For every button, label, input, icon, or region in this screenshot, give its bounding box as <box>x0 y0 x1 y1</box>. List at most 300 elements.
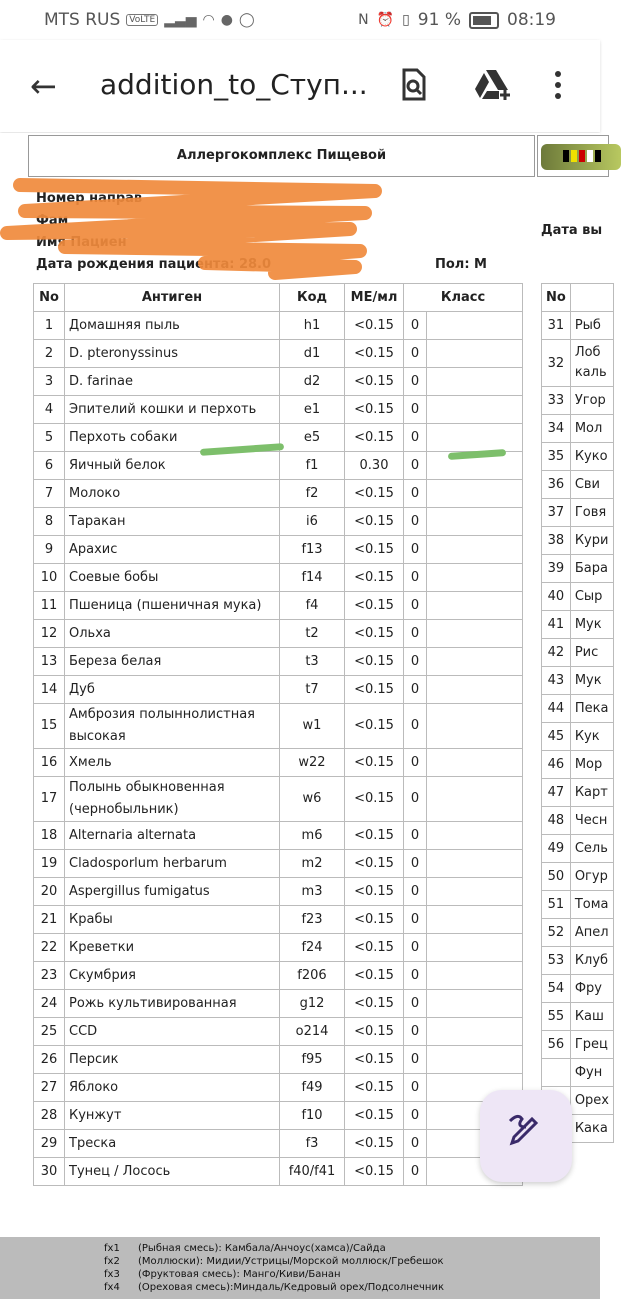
battery-percent: 91 % <box>417 10 461 30</box>
birth-label: Дата рождения пациента: 28.0 <box>36 257 272 272</box>
row-antigen: D. farinae <box>65 368 280 396</box>
table-row <box>542 667 614 695</box>
fam-label: Фам <box>36 213 69 228</box>
footnote-text: (Ореховая смесь):Миндаль/Кедровый орех/Подсолнечник <box>138 1282 444 1293</box>
row-class-extra <box>427 704 523 749</box>
row-no: 51 <box>542 891 571 919</box>
table-row <box>542 415 614 443</box>
row-antigen: Фру <box>570 975 613 1003</box>
table-row <box>542 1003 614 1031</box>
row-class: 0 <box>404 648 427 676</box>
row-no: 46 <box>542 751 571 779</box>
row-no: 41 <box>542 611 571 639</box>
table-row <box>34 1158 523 1186</box>
row-class-extra <box>427 962 523 990</box>
row-code: w22 <box>280 749 345 777</box>
sex-label: Пол: М <box>435 257 487 272</box>
row-no: 36 <box>542 471 571 499</box>
row-class: 0 <box>404 676 427 704</box>
col-no: No <box>34 284 65 312</box>
row-no: 44 <box>542 695 571 723</box>
table-row <box>34 990 523 1018</box>
row-antigen: Арахис <box>65 536 280 564</box>
row-no: 32 <box>542 340 571 387</box>
row-value: <0.15 <box>345 934 404 962</box>
row-class-extra <box>427 564 523 592</box>
table-row <box>34 564 523 592</box>
row-antigen: Дуб <box>65 676 280 704</box>
col-class: Класс <box>404 284 523 312</box>
row-value: <0.15 <box>345 822 404 850</box>
row-antigen: Кака <box>570 1115 613 1143</box>
row-antigen: Амброзия полыннолистная высокая <box>65 704 280 749</box>
status-bar <box>0 0 600 40</box>
row-value: <0.15 <box>345 396 404 424</box>
row-class: 0 <box>404 777 427 822</box>
row-antigen: Треска <box>65 1130 280 1158</box>
table-row <box>542 723 614 751</box>
row-antigen: Пека <box>570 695 613 723</box>
row-code: m2 <box>280 850 345 878</box>
row-value: 0.30 <box>345 452 404 480</box>
table-row <box>542 312 614 340</box>
document-page <box>0 133 609 1299</box>
row-antigen: Куко <box>570 443 613 471</box>
row-antigen: Яичный белок <box>65 452 280 480</box>
row-no: 56 <box>542 1031 571 1059</box>
row-no: 9 <box>34 536 65 564</box>
row-code: t3 <box>280 648 345 676</box>
col-code: Код <box>280 284 345 312</box>
row-code: m6 <box>280 822 345 850</box>
row-class: 0 <box>404 822 427 850</box>
table-row <box>34 704 523 749</box>
row-value: <0.15 <box>345 312 404 340</box>
patient-label: Имя Пациен <box>36 235 127 250</box>
row-no: 49 <box>542 835 571 863</box>
row-class: 0 <box>404 480 427 508</box>
row-class-extra <box>427 822 523 850</box>
table-row <box>542 975 614 1003</box>
row-code: d2 <box>280 368 345 396</box>
row-antigen: Сви <box>570 471 613 499</box>
row-antigen: Хмель <box>65 749 280 777</box>
row-no: 52 <box>542 919 571 947</box>
row-code: t2 <box>280 620 345 648</box>
status-left <box>44 10 255 30</box>
row-antigen: Пшеница (пшеничная мука) <box>65 592 280 620</box>
row-class-extra <box>427 1018 523 1046</box>
row-antigen: Cladosporlum herbarum <box>65 850 280 878</box>
row-class-extra <box>427 990 523 1018</box>
row-class-extra <box>427 368 523 396</box>
row-antigen: D. pteronyssinus <box>65 340 280 368</box>
row-value: <0.15 <box>345 1074 404 1102</box>
row-antigen: Перхоть собаки <box>65 424 280 452</box>
arrow-left-icon[interactable]: ← <box>30 67 57 105</box>
table-row <box>34 368 523 396</box>
table-row <box>542 947 614 975</box>
antigen-table <box>33 283 523 1186</box>
antigen-table-continued <box>541 283 614 1143</box>
row-code: w6 <box>280 777 345 822</box>
signal-icon: ▂▃▅ <box>164 12 197 28</box>
row-code: f14 <box>280 564 345 592</box>
row-no: 40 <box>542 583 571 611</box>
row-antigen: Эпителий кошки и перхоть <box>65 396 280 424</box>
row-antigen: Мук <box>570 611 613 639</box>
row-class-extra <box>427 424 523 452</box>
row-antigen: Мук <box>570 667 613 695</box>
row-class: 0 <box>404 340 427 368</box>
footnote-text: (Рыбная смесь): Камбала/Анчоус(хамса)/Сайда <box>138 1243 386 1254</box>
row-antigen: Апел <box>570 919 613 947</box>
row-class-extra <box>427 934 523 962</box>
table-row <box>34 878 523 906</box>
clock: 08:19 <box>507 10 556 30</box>
row-antigen: Alternaria alternata <box>65 822 280 850</box>
table-row <box>34 1046 523 1074</box>
row-class: 0 <box>404 1046 427 1074</box>
row-value: <0.15 <box>345 1158 404 1186</box>
row-antigen: Чесн <box>570 807 613 835</box>
row-code: f24 <box>280 934 345 962</box>
row-class: 0 <box>404 878 427 906</box>
table-row <box>34 962 523 990</box>
table-row <box>34 480 523 508</box>
volte-badge: VoLTE <box>126 14 158 26</box>
vibrate-icon: ▯ <box>402 12 410 28</box>
row-antigen: Ольха <box>65 620 280 648</box>
row-no: 42 <box>542 639 571 667</box>
row-value: <0.15 <box>345 564 404 592</box>
row-code: f3 <box>280 1130 345 1158</box>
search-document-icon[interactable] <box>398 68 430 102</box>
row-antigen: Карт <box>570 779 613 807</box>
row-class: 0 <box>404 424 427 452</box>
row-antigen: Береза белая <box>65 648 280 676</box>
row-value: <0.15 <box>345 480 404 508</box>
row-no: 21 <box>34 906 65 934</box>
row-no: 39 <box>542 555 571 583</box>
table-row <box>542 499 614 527</box>
row-antigen: Говя <box>570 499 613 527</box>
table-row <box>34 822 523 850</box>
barcode-image <box>541 144 621 170</box>
alarm-icon: ⏰ <box>376 12 395 28</box>
app-bar <box>0 40 600 132</box>
row-no: 24 <box>34 990 65 1018</box>
table-row <box>34 508 523 536</box>
row-code: d1 <box>280 340 345 368</box>
row-antigen: Лоб каль <box>570 340 613 387</box>
footnote-text: (Фруктовая смесь): Манго/Киви/Банан <box>138 1269 341 1280</box>
row-code: h1 <box>280 312 345 340</box>
row-class-extra <box>427 508 523 536</box>
row-antigen: Домашняя пыль <box>65 312 280 340</box>
row-class: 0 <box>404 1102 427 1130</box>
row-value: <0.15 <box>345 536 404 564</box>
row-no: 2 <box>34 340 65 368</box>
footnote-text: (Моллюски): Мидии/Устрицы/Морской моллюск/Гребешок <box>138 1256 444 1267</box>
table-row <box>34 850 523 878</box>
row-antigen: Креветки <box>65 934 280 962</box>
table-row <box>34 396 523 424</box>
row-no: 10 <box>34 564 65 592</box>
row-class: 0 <box>404 1158 427 1186</box>
status-right <box>358 10 556 30</box>
row-value: <0.15 <box>345 508 404 536</box>
row-class-extra <box>427 906 523 934</box>
table-row <box>542 695 614 723</box>
table-row <box>542 387 614 415</box>
table-row <box>542 527 614 555</box>
row-no: 22 <box>34 934 65 962</box>
row-no: 19 <box>34 850 65 878</box>
col-antigen: Антиген <box>65 284 280 312</box>
row-no: 37 <box>542 499 571 527</box>
row-code: t7 <box>280 676 345 704</box>
row-antigen: Каш <box>570 1003 613 1031</box>
row-antigen: Рыб <box>570 312 613 340</box>
barcode-box <box>537 135 609 177</box>
row-no: 15 <box>34 704 65 749</box>
row-antigen: CCD <box>65 1018 280 1046</box>
row-antigen: Скумбрия <box>65 962 280 990</box>
row-no: 31 <box>542 312 571 340</box>
row-antigen: Клуб <box>570 947 613 975</box>
row-class-extra <box>427 312 523 340</box>
nfc-icon: N <box>358 12 369 28</box>
row-antigen: Aspergillus fumigatus <box>65 878 280 906</box>
row-code: i6 <box>280 508 345 536</box>
row-code: w1 <box>280 704 345 749</box>
row-code: o214 <box>280 1018 345 1046</box>
row-code: f49 <box>280 1074 345 1102</box>
row-antigen: Кук <box>570 723 613 751</box>
row-antigen: Кунжут <box>65 1102 280 1130</box>
row-class: 0 <box>404 906 427 934</box>
table-row <box>34 536 523 564</box>
row-value: <0.15 <box>345 648 404 676</box>
row-no: 5 <box>34 424 65 452</box>
row-no: 45 <box>542 723 571 751</box>
signal-icons <box>164 12 254 28</box>
row-value: <0.15 <box>345 368 404 396</box>
row-antigen: Огур <box>570 863 613 891</box>
row-no: 48 <box>542 807 571 835</box>
row-no: 28 <box>34 1102 65 1130</box>
row-no: 43 <box>542 667 571 695</box>
row-code: f206 <box>280 962 345 990</box>
row-antigen: Мол <box>570 415 613 443</box>
row-no: 7 <box>34 480 65 508</box>
row-antigen: Грец <box>570 1031 613 1059</box>
row-class-extra <box>427 480 523 508</box>
row-no: 29 <box>34 1130 65 1158</box>
battery-icon <box>469 12 499 29</box>
row-no: 30 <box>34 1158 65 1186</box>
table-row <box>542 891 614 919</box>
table-row <box>542 611 614 639</box>
table-row <box>34 1018 523 1046</box>
row-code: f10 <box>280 1102 345 1130</box>
row-class-extra <box>427 777 523 822</box>
table-row <box>34 620 523 648</box>
row-value: <0.15 <box>345 1018 404 1046</box>
row-no: 23 <box>34 962 65 990</box>
row-code: f13 <box>280 536 345 564</box>
row-value: <0.15 <box>345 592 404 620</box>
row-class: 0 <box>404 990 427 1018</box>
row-no: 35 <box>542 443 571 471</box>
row-antigen: Бара <box>570 555 613 583</box>
table-row <box>542 443 614 471</box>
row-class: 0 <box>404 536 427 564</box>
row-no: 12 <box>34 620 65 648</box>
document-title: addition_to_Ступ... <box>100 68 368 101</box>
footnote-key: fx4 <box>104 1282 120 1293</box>
row-code: m3 <box>280 878 345 906</box>
row-no: 6 <box>34 452 65 480</box>
row-no: 11 <box>34 592 65 620</box>
row-no: 33 <box>542 387 571 415</box>
row-no: 13 <box>34 648 65 676</box>
chat-icon: ● <box>220 12 233 28</box>
row-class: 0 <box>404 620 427 648</box>
referral-label: Номер направ <box>36 191 143 206</box>
row-no: 4 <box>34 396 65 424</box>
footnote-line <box>104 1282 444 1293</box>
table-row <box>34 1130 523 1158</box>
row-antigen: Персик <box>65 1046 280 1074</box>
table-row <box>34 906 523 934</box>
row-value: <0.15 <box>345 990 404 1018</box>
row-class: 0 <box>404 312 427 340</box>
row-value: <0.15 <box>345 424 404 452</box>
row-class: 0 <box>404 1130 427 1158</box>
side-header-row <box>542 284 614 312</box>
row-class: 0 <box>404 704 427 749</box>
drive-add-icon[interactable] <box>474 68 514 102</box>
table-row <box>34 934 523 962</box>
row-no: 47 <box>542 779 571 807</box>
complex-title: Аллергокомплекс Пищевой <box>176 148 387 163</box>
row-class: 0 <box>404 1018 427 1046</box>
table-row <box>34 1074 523 1102</box>
row-class: 0 <box>404 934 427 962</box>
row-class-extra <box>427 592 523 620</box>
row-antigen: Яблоко <box>65 1074 280 1102</box>
table-row <box>34 777 523 822</box>
table-row <box>542 779 614 807</box>
row-no: 55 <box>542 1003 571 1031</box>
row-value: <0.15 <box>345 962 404 990</box>
row-class-extra <box>427 878 523 906</box>
table-row <box>34 676 523 704</box>
row-no: 18 <box>34 822 65 850</box>
footnote-line <box>104 1256 444 1267</box>
row-antigen: Орех <box>570 1087 613 1115</box>
row-no: 53 <box>542 947 571 975</box>
row-antigen: Сыр <box>570 583 613 611</box>
whatsapp-icon: ◯ <box>238 12 255 28</box>
row-antigen: Рис <box>570 639 613 667</box>
row-value: <0.15 <box>345 340 404 368</box>
row-class-extra <box>427 396 523 424</box>
table-row <box>34 592 523 620</box>
row-class: 0 <box>404 749 427 777</box>
row-class-extra <box>427 648 523 676</box>
row-value: <0.15 <box>345 749 404 777</box>
row-class-extra <box>427 850 523 878</box>
row-code: g12 <box>280 990 345 1018</box>
row-antigen: Рожь культивированная <box>65 990 280 1018</box>
row-antigen: Тома <box>570 891 613 919</box>
row-class: 0 <box>404 508 427 536</box>
row-antigen: Фун <box>570 1059 613 1087</box>
table-row <box>34 749 523 777</box>
row-antigen: Полынь обыкновенная (чернобыльник) <box>65 777 280 822</box>
table-row <box>542 1059 614 1087</box>
row-antigen: Мор <box>570 751 613 779</box>
row-value: <0.15 <box>345 704 404 749</box>
footnote-line <box>104 1269 341 1280</box>
row-code: f2 <box>280 480 345 508</box>
carrier-label: MTS RUS <box>44 10 121 30</box>
row-no: 1 <box>34 312 65 340</box>
table-row <box>542 471 614 499</box>
row-value: <0.15 <box>345 1130 404 1158</box>
table-row <box>542 555 614 583</box>
row-class-extra <box>427 749 523 777</box>
table-row <box>542 583 614 611</box>
row-no: 17 <box>34 777 65 822</box>
row-code: e1 <box>280 396 345 424</box>
more-vert-icon[interactable] <box>548 68 568 102</box>
row-class: 0 <box>404 850 427 878</box>
row-no: 34 <box>542 415 571 443</box>
row-class-extra <box>427 1046 523 1074</box>
row-no: 25 <box>34 1018 65 1046</box>
table-row <box>542 807 614 835</box>
row-class: 0 <box>404 1074 427 1102</box>
table-row <box>542 639 614 667</box>
row-code: f40/f41 <box>280 1158 345 1186</box>
footnote-key: fx1 <box>104 1243 120 1254</box>
col-me: МЕ/мл <box>345 284 404 312</box>
footnote-key: fx2 <box>104 1256 120 1267</box>
footnote-line <box>104 1243 386 1254</box>
edit-pen-icon[interactable] <box>480 1090 572 1182</box>
table-row <box>34 648 523 676</box>
footnote-key: fx3 <box>104 1269 120 1280</box>
row-code: f23 <box>280 906 345 934</box>
row-value: <0.15 <box>345 850 404 878</box>
row-value: <0.15 <box>345 1046 404 1074</box>
table-row <box>34 340 523 368</box>
row-no: 14 <box>34 676 65 704</box>
row-class-extra <box>427 620 523 648</box>
issue-date-label: Дата вы <box>541 223 603 238</box>
wifi-icon: ◠ <box>202 12 215 28</box>
table-row <box>542 1031 614 1059</box>
row-antigen: Сель <box>570 835 613 863</box>
row-value: <0.15 <box>345 676 404 704</box>
row-antigen: Кури <box>570 527 613 555</box>
row-antigen: Угор <box>570 387 613 415</box>
row-no: 3 <box>34 368 65 396</box>
